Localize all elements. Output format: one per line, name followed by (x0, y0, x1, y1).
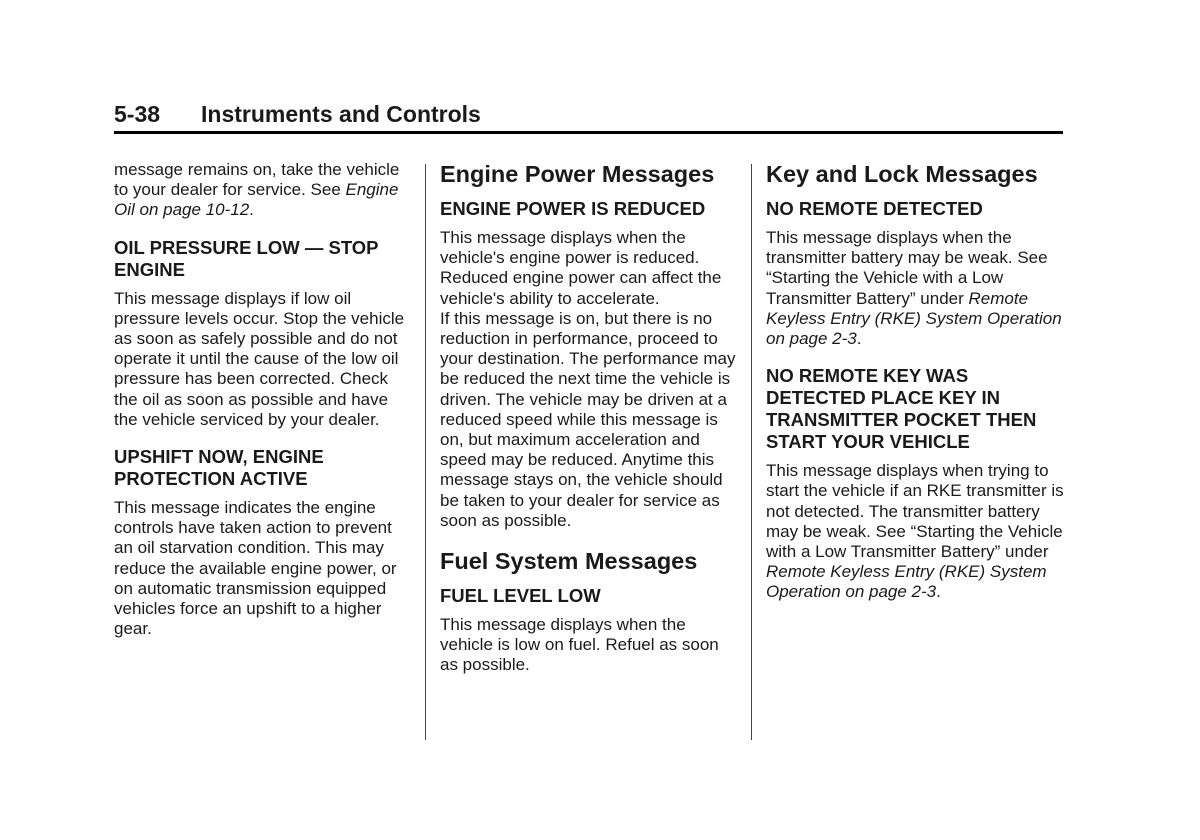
page-number: 5-38 (114, 101, 161, 127)
column-3 (766, 160, 1066, 614)
column-2 (440, 160, 740, 687)
engine-oil-reference: Engine Oil on page 10-12 (114, 180, 399, 220)
intro-paragraph: message remains on, take the vehicle to your dealer for service. See Engine Oil on page 10-12. (114, 160, 400, 220)
paragraph-no-remote-detected: This message displays when the transmitter battery may be weak. See “Starting the Vehicle with a Low Transmitter Battery” under Remote Keyless Entry (RKE) System Operation on page 2-3. (766, 228, 1062, 349)
heading-fuel-system-messages: Fuel System Messages (440, 548, 698, 575)
heading-no-remote-key: NO REMOTE KEY WAS DETECTED PLACE KEY IN TRANSMITTER POCKET THEN START YOUR VEHICLE (766, 365, 1037, 453)
heading-key-and-lock-messages: Key and Lock Messages (766, 161, 1038, 187)
column-divider-2 (751, 164, 752, 740)
section-title: Instruments and Controls (201, 101, 481, 127)
heading-engine-power-messages: Engine Power Messages (440, 161, 715, 187)
paragraph-no-remote-key: This message displays when trying to start the vehicle if an RKE transmitter is not detected. The transmitter battery may be weak. See “Starting the Vehicle with a Low Transmitter Battery” under Remote Keyless Entry (RKE) System Operation on page 2-3. (766, 461, 1064, 602)
heading-oil-pressure-low: OIL PRESSURE LOW — STOP ENGINE (114, 236, 379, 280)
heading-upshift-now: UPSHIFT NOW, ENGINE PROTECTION ACTIVE (114, 446, 324, 490)
rke-reference: Remote Keyless Entry (RKE) System Operation on page 2-3 (766, 562, 1047, 602)
heading-fuel-level-low: FUEL LEVEL LOW (440, 585, 601, 607)
paragraph-engine-power-reduced-2: If this message is on, but there is no reduction in performance, proceed to your destination. The performance may be reduced the next time the vehicle is driven. The vehicle may be driven at a reduced speed while this message is on, but maximum acceleration and speed may be reduced. Anytime this message stays on, the vehicle should be taken to your dealer for service as soon as possible. (440, 308, 736, 530)
page-header (114, 101, 1063, 134)
rke-reference: Remote Keyless Entry (RKE) System Operation on page 2-3 (766, 288, 1062, 349)
paragraph-oil-pressure-low: This message displays if low oil pressure levels occur. Stop the vehicle as soon as safely possible and do not operate it until the cause of the low oil pressure has been corrected. Check the oil as soon as possible and have the vehicle serviced by your dealer. (114, 288, 405, 429)
column-1 (114, 160, 412, 650)
paragraph-engine-power-reduced-1: This message displays when the vehicle's engine power is reduced. Reduced engine power can affect the vehicle's ability to accelerate. (440, 228, 722, 308)
heading-no-remote-detected: NO REMOTE DETECTED (766, 198, 983, 219)
paragraph-fuel-level-low: This message displays when the vehicle is low on fuel. Refuel as soon as possible. (440, 615, 719, 675)
paragraph-upshift-now: This message indicates the engine controls have taken action to prevent an oil starvation condition. This may reduce the available engine power, or on automatic transmission equipped vehicles force an upshift to a higher gear. (114, 498, 397, 639)
heading-engine-power-reduced: ENGINE POWER IS REDUCED (440, 198, 706, 219)
column-divider-1 (425, 164, 426, 740)
